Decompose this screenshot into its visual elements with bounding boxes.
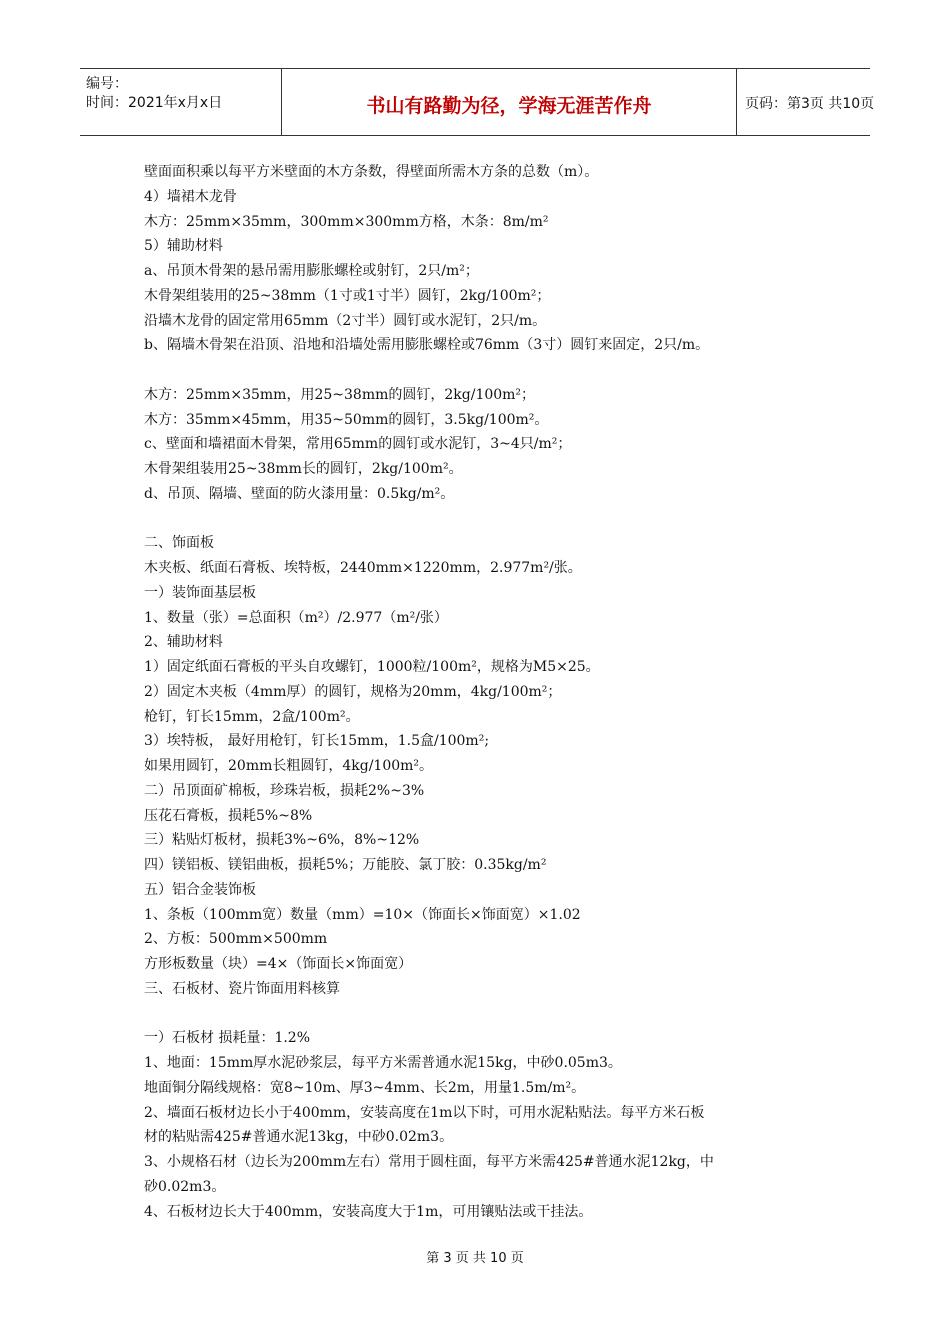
body-line: 一）装饰面基层板 xyxy=(144,584,256,601)
body-line: c、壁面和墙裙面木骨架，常用65mm的圆钉或水泥钉，3~4只/m²； xyxy=(144,436,572,453)
body-line: 壁面面积乘以每平方米壁面的木方条数，得壁面所需木方条的总数（m）。 xyxy=(144,164,599,180)
body-line: 四）镁铝板、镁铝曲板，损耗5%；万能胶、氯丁胶：0.35kg/m² xyxy=(144,857,547,873)
header-date: 时间：2021年x月x日 xyxy=(86,95,223,111)
body-line: 枪钉，钉长15mm，2盒/100m²。 xyxy=(144,708,360,725)
body-line: 3、小规格石材（边长为200mm左右）常用于圆柱面，每平方米需425#普通水泥12kg，中 xyxy=(144,1154,714,1170)
body-line: 2）固定木夹板（4mm厚）的圆钉，规格为20mm，4kg/100m²； xyxy=(144,683,562,700)
body-line: 木方：35mm×45mm，用35~50mm的圆钉，3.5kg/100m²。 xyxy=(144,411,549,428)
body-line: 木骨架组装用25~38mm长的圆钉，2kg/100m²。 xyxy=(144,461,463,477)
body-line: 砂0.02m3。 xyxy=(144,1178,226,1195)
body-line: 木方：25mm×35mm，用25~38mm的圆钉，2kg/100m²； xyxy=(144,386,536,403)
body-line: 五）铝合金装饰板 xyxy=(144,881,256,898)
body-line: 如果用圆钉，20mm长粗圆钉，4kg/100m²。 xyxy=(144,758,434,774)
body-line: 沿墙木龙骨的固定常用65mm（2寸半）圆钉或水泥钉，2只/m。 xyxy=(144,312,547,329)
body-line: 4）墙裙木龙骨 xyxy=(144,188,237,205)
header-motto: 书山有路勤为径，学海无涯苦作舟 xyxy=(366,95,652,117)
body-line: 3）埃特板， 最好用枪钉，钉长15mm，1.5盒/100m²; xyxy=(144,733,490,750)
body-line: 1、地面：15mm厚水泥砂浆层，每平方米需普通水泥15kg，中砂0.05m3。 xyxy=(144,1055,622,1071)
body-line: 1、数量（张）=总面积（m²）/2.977（m²/张） xyxy=(144,609,448,626)
body-line: 1、条板（100mm宽）数量（mm）=10×（饰面长×饰面宽）×1.02 xyxy=(144,906,581,923)
body-line: 地面铜分隔线规格：宽8~10m、厚3~4mm、长2m，用量1.5m/m²。 xyxy=(144,1079,586,1096)
body-line: 木方：25mm×35mm，300mm×300mm方格，木条：8m/m² xyxy=(144,213,549,230)
body-line: a、吊顶木骨架的悬吊需用膨胀螺栓或射钉，2只/m²； xyxy=(144,263,479,279)
blank-line xyxy=(144,507,804,532)
body-line: 4、石板材边长大于400mm，安装高度大于1m，可用镶贴法或干挂法。 xyxy=(144,1203,593,1220)
document-body xyxy=(144,160,804,1224)
body-line: 5）辅助材料 xyxy=(144,238,223,255)
body-line: 压花石膏板，损耗5%~8% xyxy=(144,807,313,824)
body-line: 2、方板：500mm×500mm xyxy=(144,931,328,948)
page-header xyxy=(80,68,875,136)
body-line: 二）吊顶面矿棉板，珍珠岩板，损耗2%~3% xyxy=(144,782,425,799)
body-line: 2、墙面石板材边长小于400mm，安装高度在1m以下时，可用水泥粘贴法。每平方米石板 xyxy=(144,1104,705,1121)
body-line: 木骨架组装用的25~38mm（1寸或1寸半）圆钉，2kg/100m²； xyxy=(144,287,551,304)
header-meta-cell xyxy=(80,69,282,135)
body-line: 木夹板、纸面石膏板、埃特板，2440mm×1220mm，2.977m²/张。 xyxy=(144,560,582,576)
body-line: 方形板数量（块）=4×（饰面长×饰面宽） xyxy=(144,956,413,972)
header-motto-cell xyxy=(282,69,737,135)
body-line: 材的粘贴需425#普通水泥13kg，中砂0.02m3。 xyxy=(144,1129,454,1146)
body-line: 2、辅助材料 xyxy=(144,634,223,651)
page-footer: 第 3 页 共 10 页 xyxy=(426,1251,524,1266)
body-line: 三）粘贴灯板材，损耗3%~6%，8%~12% xyxy=(144,832,420,849)
body-line: 1）固定纸面石膏板的平头自攻螺钉，1000粒/100m²，规格为M5×25。 xyxy=(144,659,600,675)
header-page-cell xyxy=(737,69,875,135)
body-line: 三、石板材、瓷片饰面用料核算 xyxy=(144,980,340,997)
header-code-label: 编号： xyxy=(86,76,128,92)
body-line: 二、饰面板 xyxy=(144,535,214,552)
body-line: b、隔墙木骨架在沿顶、沿地和沿墙处需用膨胀螺栓或76mm（3寸）圆钉来固定，2只/m。 xyxy=(144,337,710,354)
blank-line xyxy=(144,1002,804,1027)
blank-line xyxy=(144,358,804,383)
body-line: d、吊顶、隔墙、壁面的防火漆用量：0.5kg/m²。 xyxy=(144,485,455,502)
header-page-info: 页码：第3页 共10页 xyxy=(745,96,875,112)
body-line: 一）石板材 损耗量：1.2% xyxy=(144,1030,311,1047)
